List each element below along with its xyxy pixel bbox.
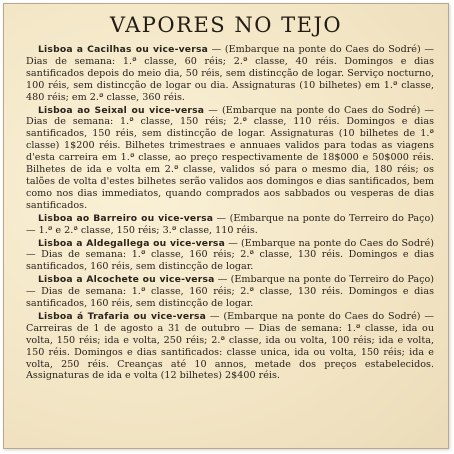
route-text: — (Embarque na ponte do Caes do Sodré) — Dias de semana: 1.ª classe, 160 réis; 2.ª classe, 130 réis. Domingos e dias santificados, 160 réis, sem distincção de logar. xyxy=(26,237,434,273)
route-heading: Lisboa ao Seixal ou vice-versa xyxy=(38,104,205,116)
route-heading: Lisboa a Aldegallega ou vice-versa xyxy=(38,237,225,249)
route-entry-seixal xyxy=(26,105,434,212)
route-heading: Lisboa á Trafaria ou vice-versa xyxy=(38,310,207,322)
route-entry-barreiro xyxy=(26,213,434,237)
route-heading: Lisboa a Alcochete ou vice-versa xyxy=(38,274,215,286)
page-title: VAPORES NO TEJO xyxy=(109,13,343,37)
route-text: — (Embarque na ponte do Terreiro do Paço) — Dias de semana: 1.ª classe, 160 réis; 2.ª classe, 130 réis. Domingos e dias santificados, 160 réis, sem distincção de logar. xyxy=(26,274,434,310)
route-heading: Lisboa ao Barreiro ou vice-versa xyxy=(38,212,214,224)
route-text: — (Embarque na ponte do Caes do Sodré) — Dias de semana: 1.ª classe, 60 réis; 2.ª classe, 40 réis. Domingos e dias santificados depois do meio dia, 50 réis, sem distincção de logar. Serviço nocturno, 100 réis, sem distincção de logar ou dia. Assignaturas (10 bilhetes) em 1.ª classe, 480 réis; em 2.ª classe, 360 réis. xyxy=(26,44,434,103)
newspaper-clipping xyxy=(3,3,449,449)
route-text: — (Embarque na ponte do Terreiro do Paço) — 1.ª e 2.ª classe, 150 réis; 3.ª classe, 110 réis. xyxy=(26,212,434,236)
route-text: — (Embarque na ponte do Caes do Sodré) — Dias de semana: 1.ª classe, 150 réis; 2.ª classe, 110 réis. Domingos e dias santificados, 150 réis, sem distincção de logar. Assignaturas (10 bilhetes de 1.ª classe) 1$200 réis. Bilhetes trimestraes e annuaes validos para todas as viagens d'esta carreira em 1.ª classe, ao preço respectivamente de 18$000 e 50$000 réis. Bilhetes de ida e volta em 2.ª classe, validos só para o mesmo dia, 180 réis; os talões de volta d'estes bilhetes serão validos aos domingos e dias santificados, bem como nos dias immediatos, quando comprados aos sabbados ou vesperas de dias santificados. xyxy=(26,104,434,211)
route-entry-trafaria xyxy=(26,311,434,382)
route-entry-cacilhas xyxy=(26,44,434,104)
article-body xyxy=(26,44,434,383)
route-heading: Lisboa a Cacilhas ou vice-versa xyxy=(38,44,209,55)
route-entry-alcochete xyxy=(26,274,434,310)
route-entry-aldegallega xyxy=(26,238,434,274)
route-text: — (Embarque na ponte do Caes do Sodré) — Carreiras de 1 de agosto a 31 de outubro — Dias de semana: 1.ª classe, ida ou volta, 150 réis; ida e volta, 250 réis; 2.ª classe, ida ou volta, 100 réis; ida e volta, 150 réis. Domingos e dias santificados: classe unica, ida ou volta, 150 réis; ida e volta, 250 réis. Creanças até 10 annos, metade dos preços estabelecidos. Assignaturas de ida e volta (12 bilhetes) 2$400 réis. xyxy=(26,310,434,382)
